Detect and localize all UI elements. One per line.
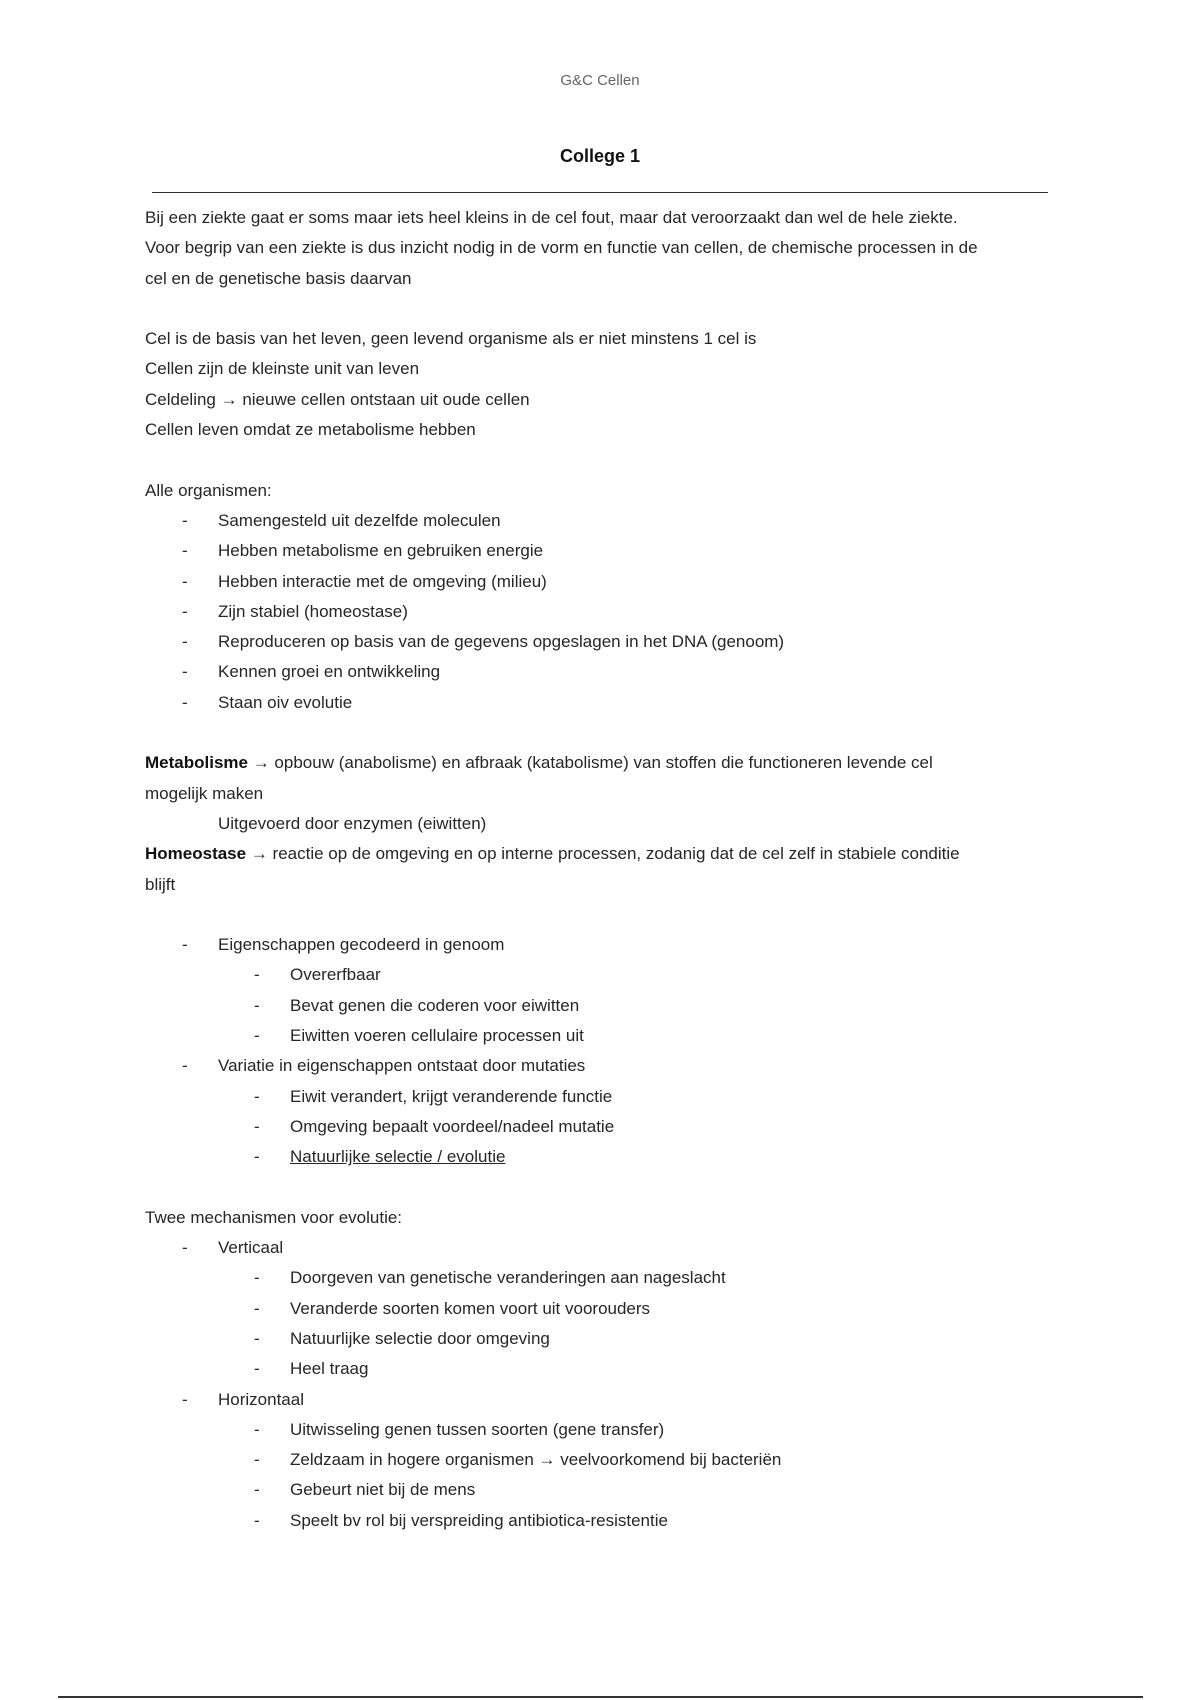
intro-line: cel en de genetische basis daarvan	[145, 268, 412, 288]
mechanism-subitem: - Veranderde soorten komen voort uit voorouders	[145, 1294, 1065, 1324]
intro-line: Bij een ziekte gaat er soms maar iets heel kleins in de cel fout, maar dat veroorzaakt dan wel de hele ziekte.	[145, 208, 958, 227]
mechanism-subitem: - Natuurlijke selectie door omgeving	[145, 1324, 1065, 1354]
property-item: - Eigenschappen gecodeerd in genoom	[145, 930, 1065, 960]
metabolisme-text-cont: mogelijk maken	[145, 783, 264, 803]
homeostase-definition	[145, 839, 1065, 869]
mechanism-item: - Verticaal	[145, 1233, 1065, 1263]
basics-line: Cellen zijn de kleinste unit van leven	[145, 359, 420, 379]
mechanism-subitem: - Uitwisseling genen tussen soorten (gene transfer)	[145, 1415, 1065, 1445]
mechanism-subitem: - Heel traag	[145, 1354, 1065, 1384]
property-subitem	[145, 1142, 1065, 1172]
homeostase-term: Homeostase	[145, 844, 247, 864]
basics-line: Cellen leven omdat ze metabolisme hebben	[145, 420, 476, 440]
property-item: - Variatie in eigenschappen ontstaat door mutaties	[145, 1051, 1065, 1081]
title-divider	[152, 192, 1048, 193]
organisms-list-item: - Hebben metabolisme en gebruiken energie	[145, 536, 1065, 566]
property-subitem: - Overerfbaar	[145, 960, 1065, 990]
organisms-list-item: - Reproduceren op basis van de gegevens opgeslagen in het DNA (genoom)	[145, 627, 1065, 657]
underlined-text: Natuurlijke selectie / evolutie	[290, 1147, 506, 1167]
mechanism-subitem: - Zeldzaam in hogere organismen → veelvoorkomend bij bacteriën	[145, 1445, 1065, 1475]
organisms-list-item: - Hebben interactie met de omgeving (milieu)	[145, 567, 1065, 597]
organisms-list-item: - Zijn stabiel (homeostase)	[145, 597, 1065, 627]
mechanism-item: - Horizontaal	[145, 1385, 1065, 1415]
document-body	[145, 203, 1065, 1536]
mechanism-subitem: - Gebeurt niet bij de mens	[145, 1475, 1065, 1505]
metabolisme-sub: Uitgevoerd door enzymen (eiwitten)	[218, 813, 487, 833]
page-title: College 1	[559, 146, 641, 166]
organisms-list-item: - Staan oiv evolutie	[145, 688, 1065, 718]
property-subitem: - Eiwit verandert, krijgt veranderende functie	[145, 1082, 1065, 1112]
metabolisme-definition	[145, 748, 1065, 778]
mechanism-subitem: - Speelt bv rol bij verspreiding antibiotica-resistentie	[145, 1506, 1065, 1536]
property-subitem: - Bevat genen die coderen voor eiwitten	[145, 991, 1065, 1021]
page-header: G&C Cellen	[560, 72, 640, 89]
homeostase-text: → reactie op de omgeving en op interne processen, zodanig dat de cel zelf in stabiele conditie	[246, 844, 960, 864]
mechanism-subitem: - Doorgeven van genetische veranderingen aan nageslacht	[145, 1263, 1065, 1293]
property-subitem: - Eiwitten voeren cellulaire processen uit	[145, 1021, 1065, 1051]
basics-line: Celdeling → nieuwe cellen ontstaan uit oude cellen	[145, 389, 530, 409]
organisms-heading: Alle organismen:	[145, 480, 272, 500]
organisms-list-item: - Kennen groei en ontwikkeling	[145, 657, 1065, 687]
intro-line: Voor begrip van een ziekte is dus inzicht nodig in de vorm en functie van cellen, de chemische processen in de	[145, 238, 978, 258]
evolution-heading: Twee mechanismen voor evolutie:	[145, 1207, 403, 1227]
footer-divider	[58, 1696, 1143, 1698]
homeostase-text-cont: blijft	[145, 874, 176, 894]
organisms-list-item: - Samengesteld uit dezelfde moleculen	[145, 506, 1065, 536]
metabolisme-text: → opbouw (anabolisme) en afbraak (katabolisme) van stoffen die functioneren levende cel	[247, 753, 933, 773]
property-subitem: - Omgeving bepaalt voordeel/nadeel mutatie	[145, 1112, 1065, 1142]
basics-line: Cel is de basis van het leven, geen levend organisme als er niet minstens 1 cel is	[145, 329, 757, 349]
metabolisme-term: Metabolisme	[145, 753, 248, 773]
